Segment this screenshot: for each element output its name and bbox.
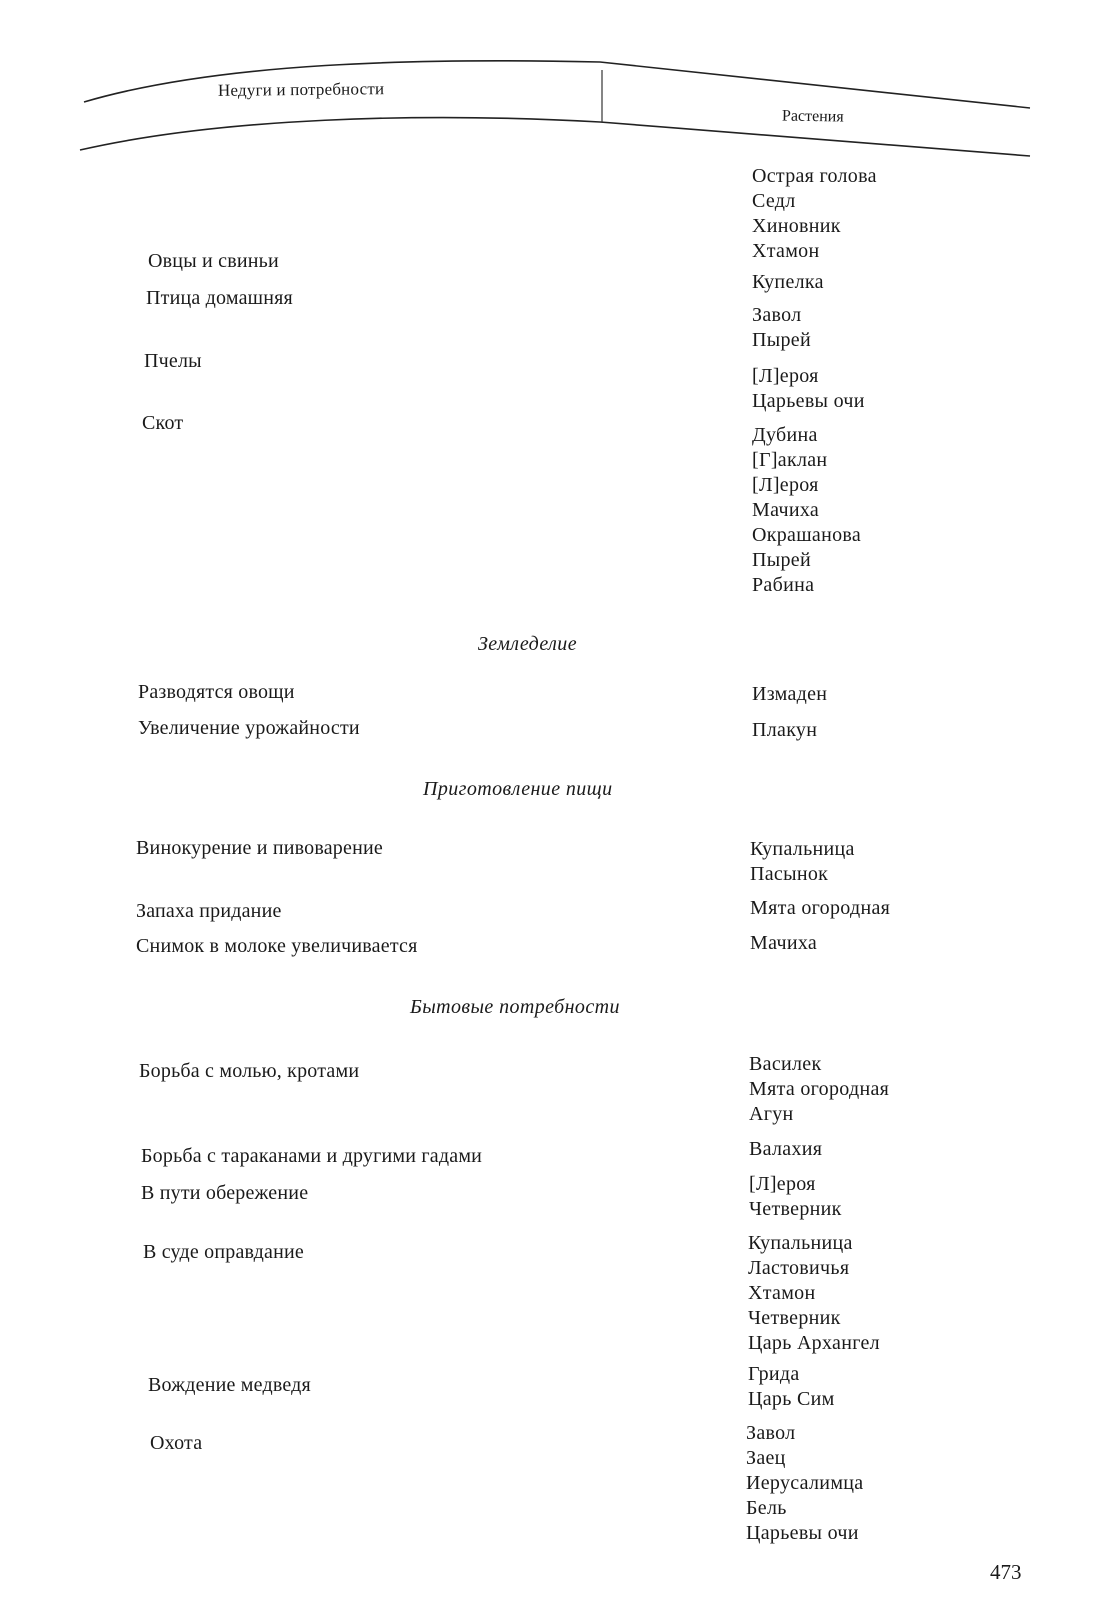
- plant-name: Четверник: [748, 1307, 841, 1329]
- ailment-label: Борьба с молью, кротами: [139, 1060, 360, 1082]
- plant-list: [752, 423, 861, 598]
- plant-name: Купальница: [750, 838, 855, 860]
- ailment-label: Охота: [150, 1432, 203, 1454]
- plant-name: Иерусалимца: [746, 1472, 864, 1494]
- plant-name: [Л]ероя: [749, 1173, 816, 1195]
- plant-name: Ластовичья: [748, 1257, 850, 1279]
- plant-list: [752, 303, 811, 353]
- plant-name: Пырей: [752, 329, 811, 351]
- plant-name: Купальница: [748, 1232, 853, 1254]
- plant-name: Мята огородная: [750, 897, 891, 919]
- ailment-label: Разводятся овощи: [138, 681, 295, 703]
- section-heading: Бытовые потребности: [410, 996, 620, 1018]
- plant-name: Хтамон: [752, 240, 820, 262]
- ailment-label: Пчелы: [144, 350, 202, 372]
- section-heading: Земледелие: [478, 633, 577, 655]
- plant-list: [749, 1137, 822, 1162]
- plant-name: Завол: [752, 304, 802, 326]
- plant-name: Хиновник: [752, 215, 841, 237]
- plant-name: Грида: [748, 1363, 800, 1385]
- plant-name: Царь Архангел: [748, 1332, 880, 1354]
- plant-list: [750, 837, 855, 887]
- section-heading: Приготовление пищи: [423, 778, 613, 800]
- page-number: 473: [990, 1560, 1022, 1584]
- plant-name: Пасынок: [750, 863, 829, 885]
- ailment-label: В пути обережение: [141, 1182, 309, 1204]
- plant-name: Дубина: [752, 424, 818, 446]
- plant-name: Четверник: [749, 1198, 842, 1220]
- ailment-label: В суде оправдание: [143, 1241, 305, 1263]
- plant-name: Мачиха: [752, 499, 820, 521]
- plant-list: [750, 896, 890, 921]
- plant-name: Седл: [752, 190, 796, 212]
- plant-name: Царь Сим: [748, 1388, 835, 1410]
- plant-list: [749, 1052, 889, 1127]
- plant-name: Василек: [749, 1053, 822, 1075]
- ailment-label: Снимок в молоке увеличивается: [136, 935, 418, 957]
- ailment-label: Птица домашняя: [146, 287, 293, 309]
- plant-name: Мята огородная: [749, 1078, 890, 1100]
- ailment-label: Винокурение и пивоварение: [136, 837, 383, 859]
- plant-name: [Л]ероя: [752, 474, 819, 496]
- plant-list: [752, 270, 824, 295]
- plant-list: [748, 1362, 835, 1412]
- plant-list: [752, 718, 817, 743]
- plant-name: Пырей: [752, 549, 811, 571]
- ailment-label: Скот: [142, 412, 184, 434]
- plant-name: Хтамон: [748, 1282, 816, 1304]
- plant-name: Купелка: [752, 271, 824, 293]
- plant-list: [748, 1231, 880, 1356]
- plant-name: Острая голова: [752, 165, 877, 187]
- plant-name: Мачиха: [750, 932, 818, 954]
- column-header-ailments: Недуги и потребности: [217, 79, 385, 100]
- plant-list: [752, 364, 865, 414]
- plant-name: Плакун: [752, 719, 818, 741]
- plant-list: [752, 682, 827, 707]
- plant-name: Бель: [746, 1497, 787, 1519]
- plant-name: Царьевы очи: [752, 390, 865, 412]
- ailment-label: Борьба с тараканами и другими гадами: [141, 1145, 483, 1167]
- ailment-label: Увеличение урожайности: [138, 717, 360, 739]
- plant-name: [Л]ероя: [752, 365, 819, 387]
- plant-list: [749, 1172, 842, 1222]
- column-header-plants: Растения: [781, 107, 844, 126]
- plant-list: [746, 1421, 863, 1546]
- ailment-label: Овцы и свиньи: [148, 250, 279, 272]
- plant-list: [752, 164, 877, 264]
- plant-name: Завол: [746, 1422, 796, 1444]
- plant-name: Заец: [746, 1447, 786, 1469]
- plant-name: Измаден: [752, 683, 828, 705]
- plant-name: [Г]аклан: [752, 449, 828, 471]
- plant-name: Агун: [749, 1103, 794, 1125]
- plant-name: Окрашанова: [752, 524, 862, 546]
- plant-list: [750, 931, 817, 956]
- plant-name: Рабина: [752, 574, 815, 596]
- plant-name: Валахия: [749, 1138, 823, 1160]
- table-header-rules: [0, 0, 1100, 170]
- ailment-label: Вождение медведя: [148, 1374, 311, 1396]
- ailment-label: Запаха придание: [136, 900, 282, 922]
- plant-name: Царьевы очи: [746, 1522, 859, 1544]
